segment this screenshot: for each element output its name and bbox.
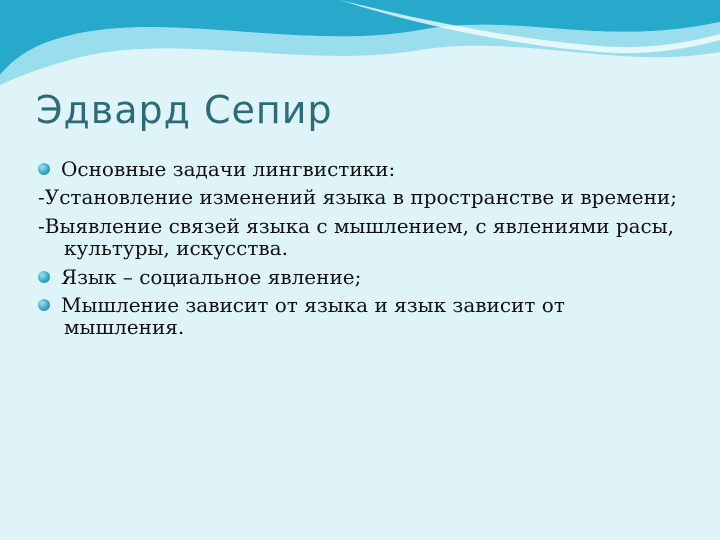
list-item-text: Основные задачи лингвистики: — [61, 157, 396, 181]
bullet-icon — [38, 271, 50, 283]
bullet-icon — [38, 163, 50, 175]
list-item-text: -Установление изменений языка в пространстве и времени; — [38, 185, 678, 210]
list-item — [38, 186, 678, 208]
list-item-text: Язык – социальное явление; — [61, 264, 362, 289]
list-item — [38, 294, 678, 339]
list-item-text: -Выявление связей языка с мышлением, с явлениями расы, культуры, искусства. — [38, 213, 675, 261]
slide-content — [38, 158, 678, 345]
list-item — [38, 215, 678, 260]
slide-title: Эдвард Сепир — [36, 88, 333, 132]
list-item-text: Мышление зависит от языка и язык зависит от мышления. — [61, 292, 565, 340]
decorative-wave-header — [0, 0, 720, 100]
list-item — [38, 158, 678, 180]
list-item — [38, 266, 678, 288]
bullet-icon — [38, 299, 50, 311]
